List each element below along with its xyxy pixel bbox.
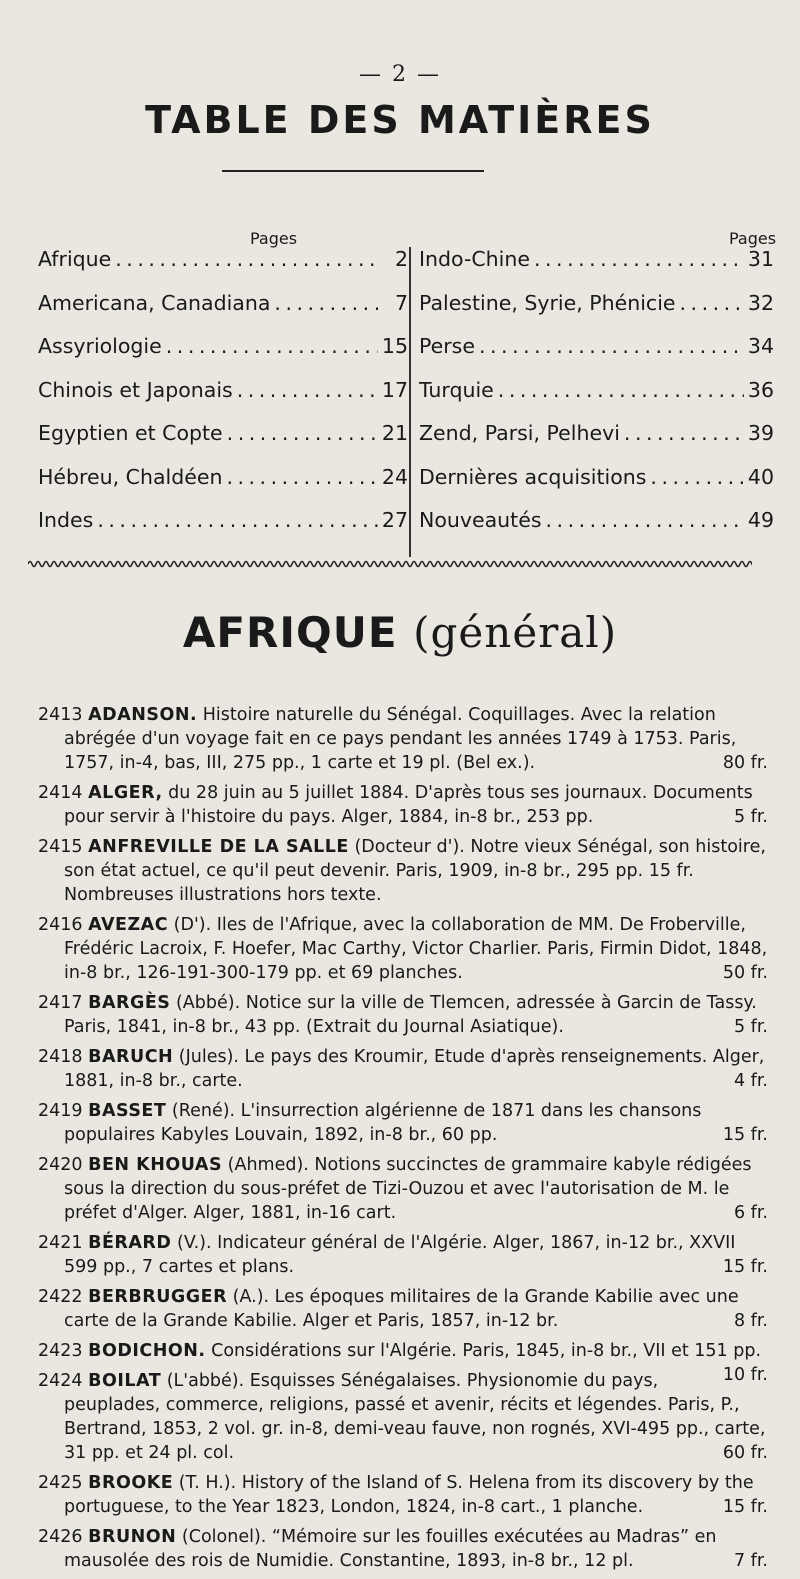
toc-page-number: 36 bbox=[747, 377, 774, 402]
entry-author: BOILAT bbox=[88, 1371, 162, 1391]
toc-leader-dots bbox=[166, 334, 378, 358]
toc-leader-dots bbox=[546, 508, 744, 532]
toc-row[interactable] bbox=[38, 465, 408, 509]
section-title: AFRIQUE bbox=[182, 608, 398, 657]
toc-entry-name: Assyriologie bbox=[38, 334, 162, 358]
catalogue-entry bbox=[38, 1153, 768, 1225]
toc-leader-dots bbox=[479, 334, 744, 358]
toc-page-number: 34 bbox=[747, 334, 774, 358]
toc-page-number: 15 bbox=[381, 334, 408, 358]
entry-number: 2424 bbox=[38, 1371, 83, 1391]
entry-number: 2415 bbox=[38, 837, 83, 857]
toc-row[interactable] bbox=[419, 465, 774, 509]
toc-row[interactable] bbox=[419, 291, 774, 335]
toc-entry-name: Chinois et Japonais bbox=[38, 377, 233, 402]
entry-number: 2417 bbox=[38, 993, 83, 1013]
entry-number: 2421 bbox=[38, 1233, 83, 1253]
section-subtitle: (général) bbox=[413, 608, 618, 657]
toc-page-number: 32 bbox=[747, 290, 774, 315]
entry-price: 6 fr. bbox=[733, 1203, 768, 1223]
entry-author: AVEZAC bbox=[88, 915, 169, 935]
entry-price: 5 fr. bbox=[733, 807, 768, 827]
entry-author: BASSET bbox=[88, 1101, 167, 1121]
entry-author: BEN KHOUAS bbox=[88, 1155, 223, 1175]
catalogue-entry bbox=[38, 781, 768, 829]
entry-number: 2418 bbox=[38, 1047, 83, 1067]
toc-leader-dots bbox=[680, 291, 744, 315]
toc-right-column bbox=[409, 229, 777, 557]
toc-entry-name: Turquie bbox=[419, 377, 494, 402]
entry-number: 2414 bbox=[38, 783, 83, 803]
entry-author: BROOKE bbox=[88, 1473, 174, 1493]
toc-entry-name: Egyptien et Copte bbox=[38, 421, 223, 445]
toc-row[interactable] bbox=[38, 334, 408, 378]
toc-leader-dots bbox=[227, 421, 378, 445]
toc-page-number: 40 bbox=[747, 464, 774, 489]
entry-author: BERBRUGGER bbox=[88, 1287, 228, 1307]
entry-price: 4 fr. bbox=[733, 1071, 768, 1091]
toc-page-number: 21 bbox=[381, 421, 408, 445]
entry-text: (René). L'insurrection algérienne de 1871 dans les chansons populaires Kabyles Louvain, 1892, in-8 br., 60 pp. bbox=[64, 1101, 702, 1145]
entry-price: 80 fr. bbox=[722, 753, 768, 773]
entry-text: (L'abbé). Esquisses Sénégalaises. Physionomie du pays, peuplades, commerce, religions, passé et avenir, récits et légendes. Paris, P., Bertrand, 1853, 2 vol. gr. in-8, demi-veau fauve, non rognés, XVI-495 pp., carte, 31 pp. et 24 pl. col. bbox=[64, 1371, 766, 1463]
entry-text: (V.). Indicateur général de l'Algérie. Alger, 1867, in-12 br., XXVII 599 pp., 7 cartes et plans. bbox=[64, 1233, 736, 1277]
entry-number: 2416 bbox=[38, 915, 83, 935]
catalogue-entry bbox=[38, 1285, 768, 1333]
toc-leader-dots bbox=[97, 508, 378, 532]
section-heading bbox=[0, 608, 800, 657]
entry-number: 2423 bbox=[38, 1341, 83, 1361]
toc-leader-dots bbox=[226, 465, 377, 489]
entry-text: Histoire naturelle du Sénégal. Coquillages. Avec la relation abrégée d'un voyage fait en ce pays pendant les années 1749 à 1753. Paris, 1757, in-4, bas, III, 275 pp., 1 carte et 19 pl. (Bel ex.). bbox=[64, 705, 737, 773]
entry-author: BÉRARD bbox=[88, 1233, 172, 1253]
entry-author: BRUNON bbox=[88, 1527, 177, 1547]
entry-text: du 28 juin au 5 juillet 1884. D'après tous ses journaux. Documents pour servir à l'histoire du pays. Alger, 1884, in-8 br., 253 pp. bbox=[64, 783, 753, 827]
entry-author: BARUCH bbox=[88, 1047, 174, 1067]
toc-pages-label: Pages bbox=[250, 229, 298, 248]
entry-price: 5 fr. bbox=[733, 1017, 768, 1037]
entry-price: 15 fr. bbox=[722, 1497, 768, 1517]
toc-entry-name: Afrique bbox=[38, 247, 112, 271]
catalogue-entry bbox=[38, 1045, 768, 1093]
entry-text: (Abbé). Notice sur la ville de Tlemcen, adressée à Garcin de Tassy. Paris, 1841, in-8 br., 43 pp. (Extrait du Journal Asiatique). bbox=[64, 993, 757, 1037]
toc-entry-name: Dernières acquisitions bbox=[419, 464, 647, 489]
toc-pages-label: Pages bbox=[729, 229, 777, 248]
toc-page-number: 27 bbox=[381, 508, 408, 532]
toc-entry-name: Indo-Chine bbox=[419, 247, 530, 271]
toc-leader-dots bbox=[650, 465, 743, 489]
catalogue-entry bbox=[38, 1369, 768, 1465]
toc-row[interactable] bbox=[419, 378, 774, 422]
catalogue-entry bbox=[38, 991, 768, 1039]
catalogue-entry bbox=[38, 1525, 768, 1573]
toc-leader-dots bbox=[498, 378, 744, 402]
entry-text: (Jules). Le pays des Kroumir, Etude d'après renseignements. Alger, 1881, in-8 br., carte. bbox=[64, 1047, 765, 1091]
entry-number: 2413 bbox=[38, 705, 83, 725]
toc-entry-name: Palestine, Syrie, Phénicie bbox=[419, 290, 676, 315]
toc-row[interactable] bbox=[38, 378, 408, 422]
entry-price: 8 fr. bbox=[733, 1311, 768, 1331]
entry-price: 15 fr. bbox=[722, 1257, 768, 1277]
toc-page-number: 31 bbox=[747, 247, 774, 271]
toc-row[interactable] bbox=[419, 421, 774, 465]
entry-text: Considérations sur l'Algérie. Paris, 1845, in-8 br., VII et 151 pp. bbox=[211, 1341, 762, 1361]
entry-price: 60 fr. bbox=[722, 1443, 768, 1463]
catalogue-entry bbox=[38, 913, 768, 985]
catalogue-entry bbox=[38, 703, 768, 775]
toc-entry-name: Indes bbox=[38, 508, 94, 532]
toc-left-column bbox=[38, 229, 408, 552]
entry-price: 10 fr. bbox=[722, 1365, 768, 1385]
entry-number: 2426 bbox=[38, 1527, 83, 1547]
entry-author: BARGÈS bbox=[88, 993, 171, 1013]
toc-page-number: 39 bbox=[747, 421, 774, 445]
toc-page-number: 7 bbox=[394, 290, 408, 315]
toc-leader-dots bbox=[534, 247, 744, 271]
toc-entry-name: Nouveautés bbox=[419, 508, 542, 532]
toc-entry-name: Americana, Canadiana bbox=[38, 290, 271, 315]
toc-leader-dots bbox=[624, 421, 744, 445]
page-number: — 2 — bbox=[359, 62, 441, 87]
entry-number: 2420 bbox=[38, 1155, 83, 1175]
entry-text: (Docteur d'). Notre vieux Sénégal, son histoire, son état actuel, ce qu'il peut devenir. Paris, 1909, in-8 br., 295 pp. 15 fr. Nombreuses illustrations hors texte. bbox=[64, 837, 766, 905]
entry-author: ANFREVILLE DE LA SALLE bbox=[88, 837, 349, 857]
catalogue-entry bbox=[38, 1099, 768, 1147]
entry-text: (A.). Les époques militaires de la Grande Kabilie avec une carte de la Grande Kabilie. Alger et Paris, 1857, in-12 br. bbox=[64, 1287, 739, 1331]
wavy-divider bbox=[28, 558, 752, 570]
toc-page-number: 2 bbox=[394, 247, 408, 271]
toc-row[interactable] bbox=[38, 291, 408, 335]
entry-text: (Ahmed). Notions succinctes de grammaire kabyle rédigées sous la direction du sous-préfet de Tizi-Ouzou et avec l'autorisation de M. le préfet d'Alger. Alger, 1881, in-16 cart. bbox=[64, 1155, 752, 1223]
title-rule bbox=[222, 170, 484, 172]
entry-text: (Colonel). “Mémoire sur les fouilles exécutées au Madras” en mausolée des rois de Numidie. Constantine, 1893, in-8 br., 12 pl. bbox=[64, 1527, 717, 1571]
toc-row[interactable] bbox=[419, 247, 774, 291]
toc-row[interactable] bbox=[419, 334, 774, 378]
entry-text: (T. H.). History of the Island of S. Helena from its discovery by the portuguese, to the Year 1823, London, 1824, in-8 cart., 1 planche. bbox=[64, 1473, 754, 1517]
entry-author: ALGER, bbox=[88, 783, 163, 803]
entry-number: 2419 bbox=[38, 1101, 83, 1121]
page-title: TABLE DES MATIÈRES bbox=[145, 98, 655, 142]
entry-number: 2422 bbox=[38, 1287, 83, 1307]
toc-leader-dots bbox=[237, 378, 378, 402]
toc-page-number: 17 bbox=[381, 377, 408, 402]
entry-author: ADANSON. bbox=[88, 705, 198, 725]
toc-entry-name: Hébreu, Chaldéen bbox=[38, 464, 223, 489]
toc-leader-dots bbox=[274, 291, 378, 315]
toc-row[interactable] bbox=[38, 247, 408, 291]
toc-entry-name: Perse bbox=[419, 334, 475, 358]
catalogue-entry bbox=[38, 835, 768, 907]
entry-price: 7 fr. bbox=[733, 1551, 768, 1571]
catalogue-entry bbox=[38, 1471, 768, 1519]
toc-entry-name: Zend, Parsi, Pelhevi bbox=[419, 421, 620, 445]
toc-row[interactable] bbox=[419, 508, 774, 552]
entry-price: 15 fr. bbox=[722, 1125, 768, 1145]
catalogue-entry bbox=[38, 1231, 768, 1279]
toc-row[interactable] bbox=[38, 508, 408, 552]
entry-text: (D'). Iles de l'Afrique, avec la collaboration de MM. De Froberville, Frédéric Lacroix, F. Hoefer, Mac Carthy, Victor Charlier. Paris, Firmin Didot, 1848, in-8 br., 126-191-300-179 pp. et 69 planches. bbox=[64, 915, 768, 983]
toc-leader-dots bbox=[115, 247, 378, 271]
entry-author: BODICHON. bbox=[88, 1341, 206, 1361]
entry-price: 50 fr. bbox=[722, 963, 768, 983]
toc-page-number: 24 bbox=[381, 464, 408, 489]
entry-number: 2425 bbox=[38, 1473, 83, 1493]
catalogue-entries bbox=[38, 703, 768, 1579]
toc-row[interactable] bbox=[38, 421, 408, 465]
toc-page-number: 49 bbox=[747, 508, 774, 532]
